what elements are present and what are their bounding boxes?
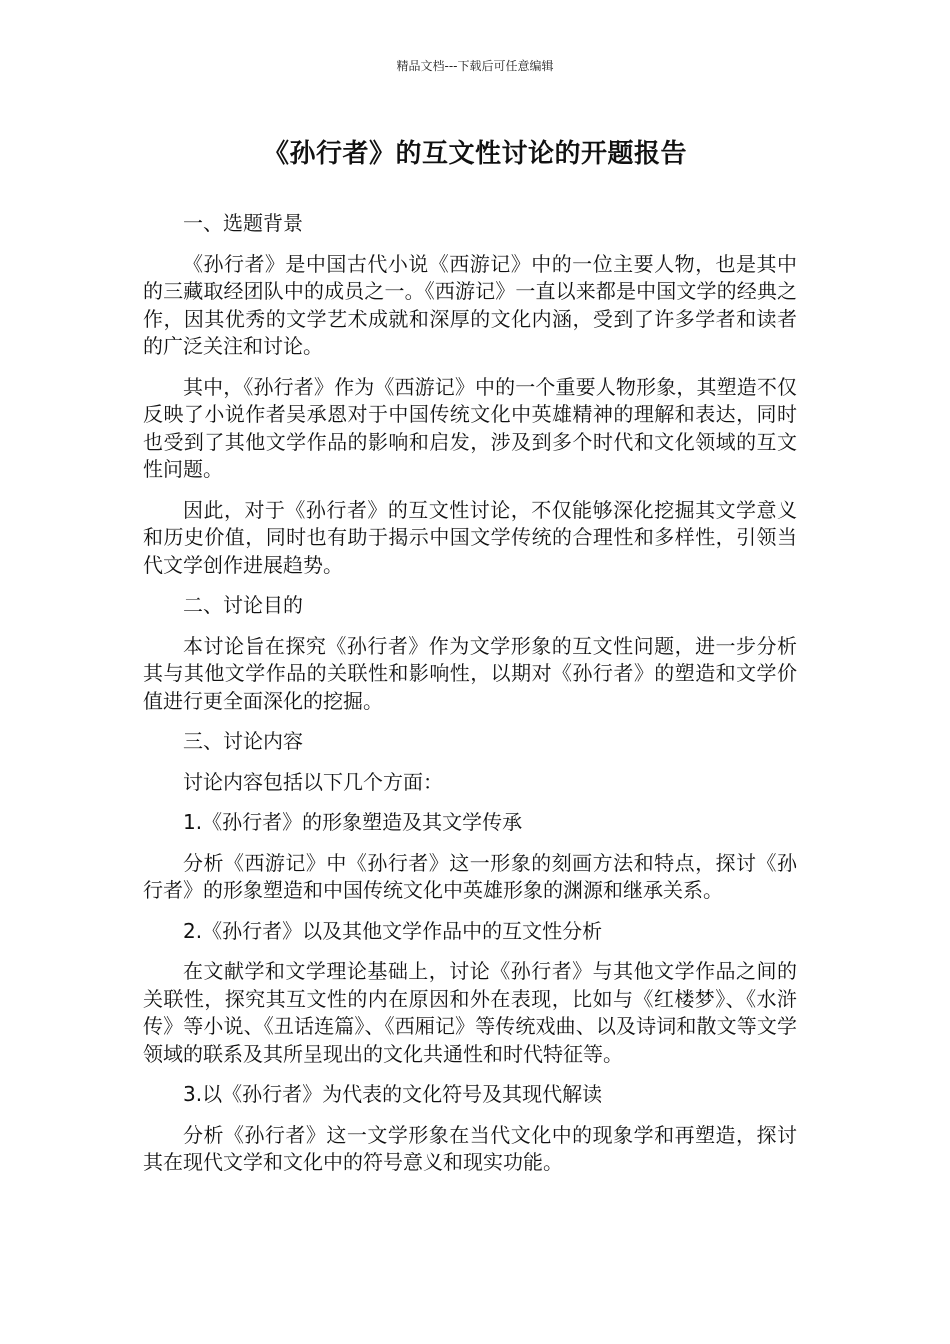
content-item-2-text: 在文献学和文学理论基础上，讨论《孙行者》与其他文学作品之间的关联性，探究其互文性的内在原因和外在表现，比如与《红楼梦》、《水浒传》等小说、《丑话连篇》、《西厢记》等传统戏曲、以及诗词和散文等文学领域的联系及其所呈现出的文化共通性和时代特征等。 xyxy=(143,959,797,1066)
content-intro: 讨论内容包括以下几个方面： xyxy=(183,769,443,794)
background-paragraph-1: 《孙行者》是中国古代小说《西游记》中的一位主要人物，也是其中的三藏取经团队中的成员之一。《西游记》一直以来都是中国文学的经典之作，因其优秀的文学艺术成就和深厚的文化内涵，受到了许多学者和读者的广泛关注和讨论。 xyxy=(143,251,797,358)
section-heading-content: 三、讨论内容 xyxy=(183,729,303,753)
purpose-paragraph: 本讨论旨在探究《孙行者》作为文学形象的互文性问题，进一步分析其与其他文学作品的关联性和影响性，以期对《孙行者》的塑造和文学价值进行更全面深化的挖掘。 xyxy=(143,633,797,713)
document-body xyxy=(143,210,797,1190)
background-paragraph-2: 其中，《孙行者》作为《西游记》中的一个重要人物形象，其塑造不仅反映了小说作者吴承恩对于中国传统文化中英雄精神的理解和表达，同时也受到了其他文学作品的影响和启发，涉及到多个时代和文化领域的互文性问题。 xyxy=(143,374,797,481)
content-item-3-text: 分析《孙行者》这一文学形象在当代文化中的现象学和再塑造，探讨其在现代文学和文化中的符号意义和现实功能。 xyxy=(143,1122,797,1174)
content-item-1-text: 分析《西游记》中《孙行者》这一形象的刻画方法和特点，探讨《孙行者》的形象塑造和中国传统文化中英雄形象的渊源和继承关系。 xyxy=(143,850,797,902)
content-item-1-heading: 1.《孙行者》的形象塑造及其文学传承 xyxy=(183,810,523,834)
page-header: 精品文档---下载后可任意编辑 xyxy=(396,59,554,73)
background-paragraph-3: 因此，对于《孙行者》的互文性讨论，不仅能够深化挖掘其文学意义和历史价值，同时也有助于揭示中国文学传统的合理性和多样性，引领当代文学创作进展趋势。 xyxy=(143,497,797,577)
section-heading-purpose: 二、讨论目的 xyxy=(183,593,303,617)
section-heading-background: 一、选题背景 xyxy=(183,211,303,235)
document-title: 《孙行者》的互文性讨论的开题报告 xyxy=(262,139,687,169)
content-item-3-heading: 3.以《孙行者》为代表的文化符号及其现代解读 xyxy=(183,1082,603,1106)
content-item-2-heading: 2.《孙行者》以及其他文学作品中的互文性分析 xyxy=(183,918,603,943)
